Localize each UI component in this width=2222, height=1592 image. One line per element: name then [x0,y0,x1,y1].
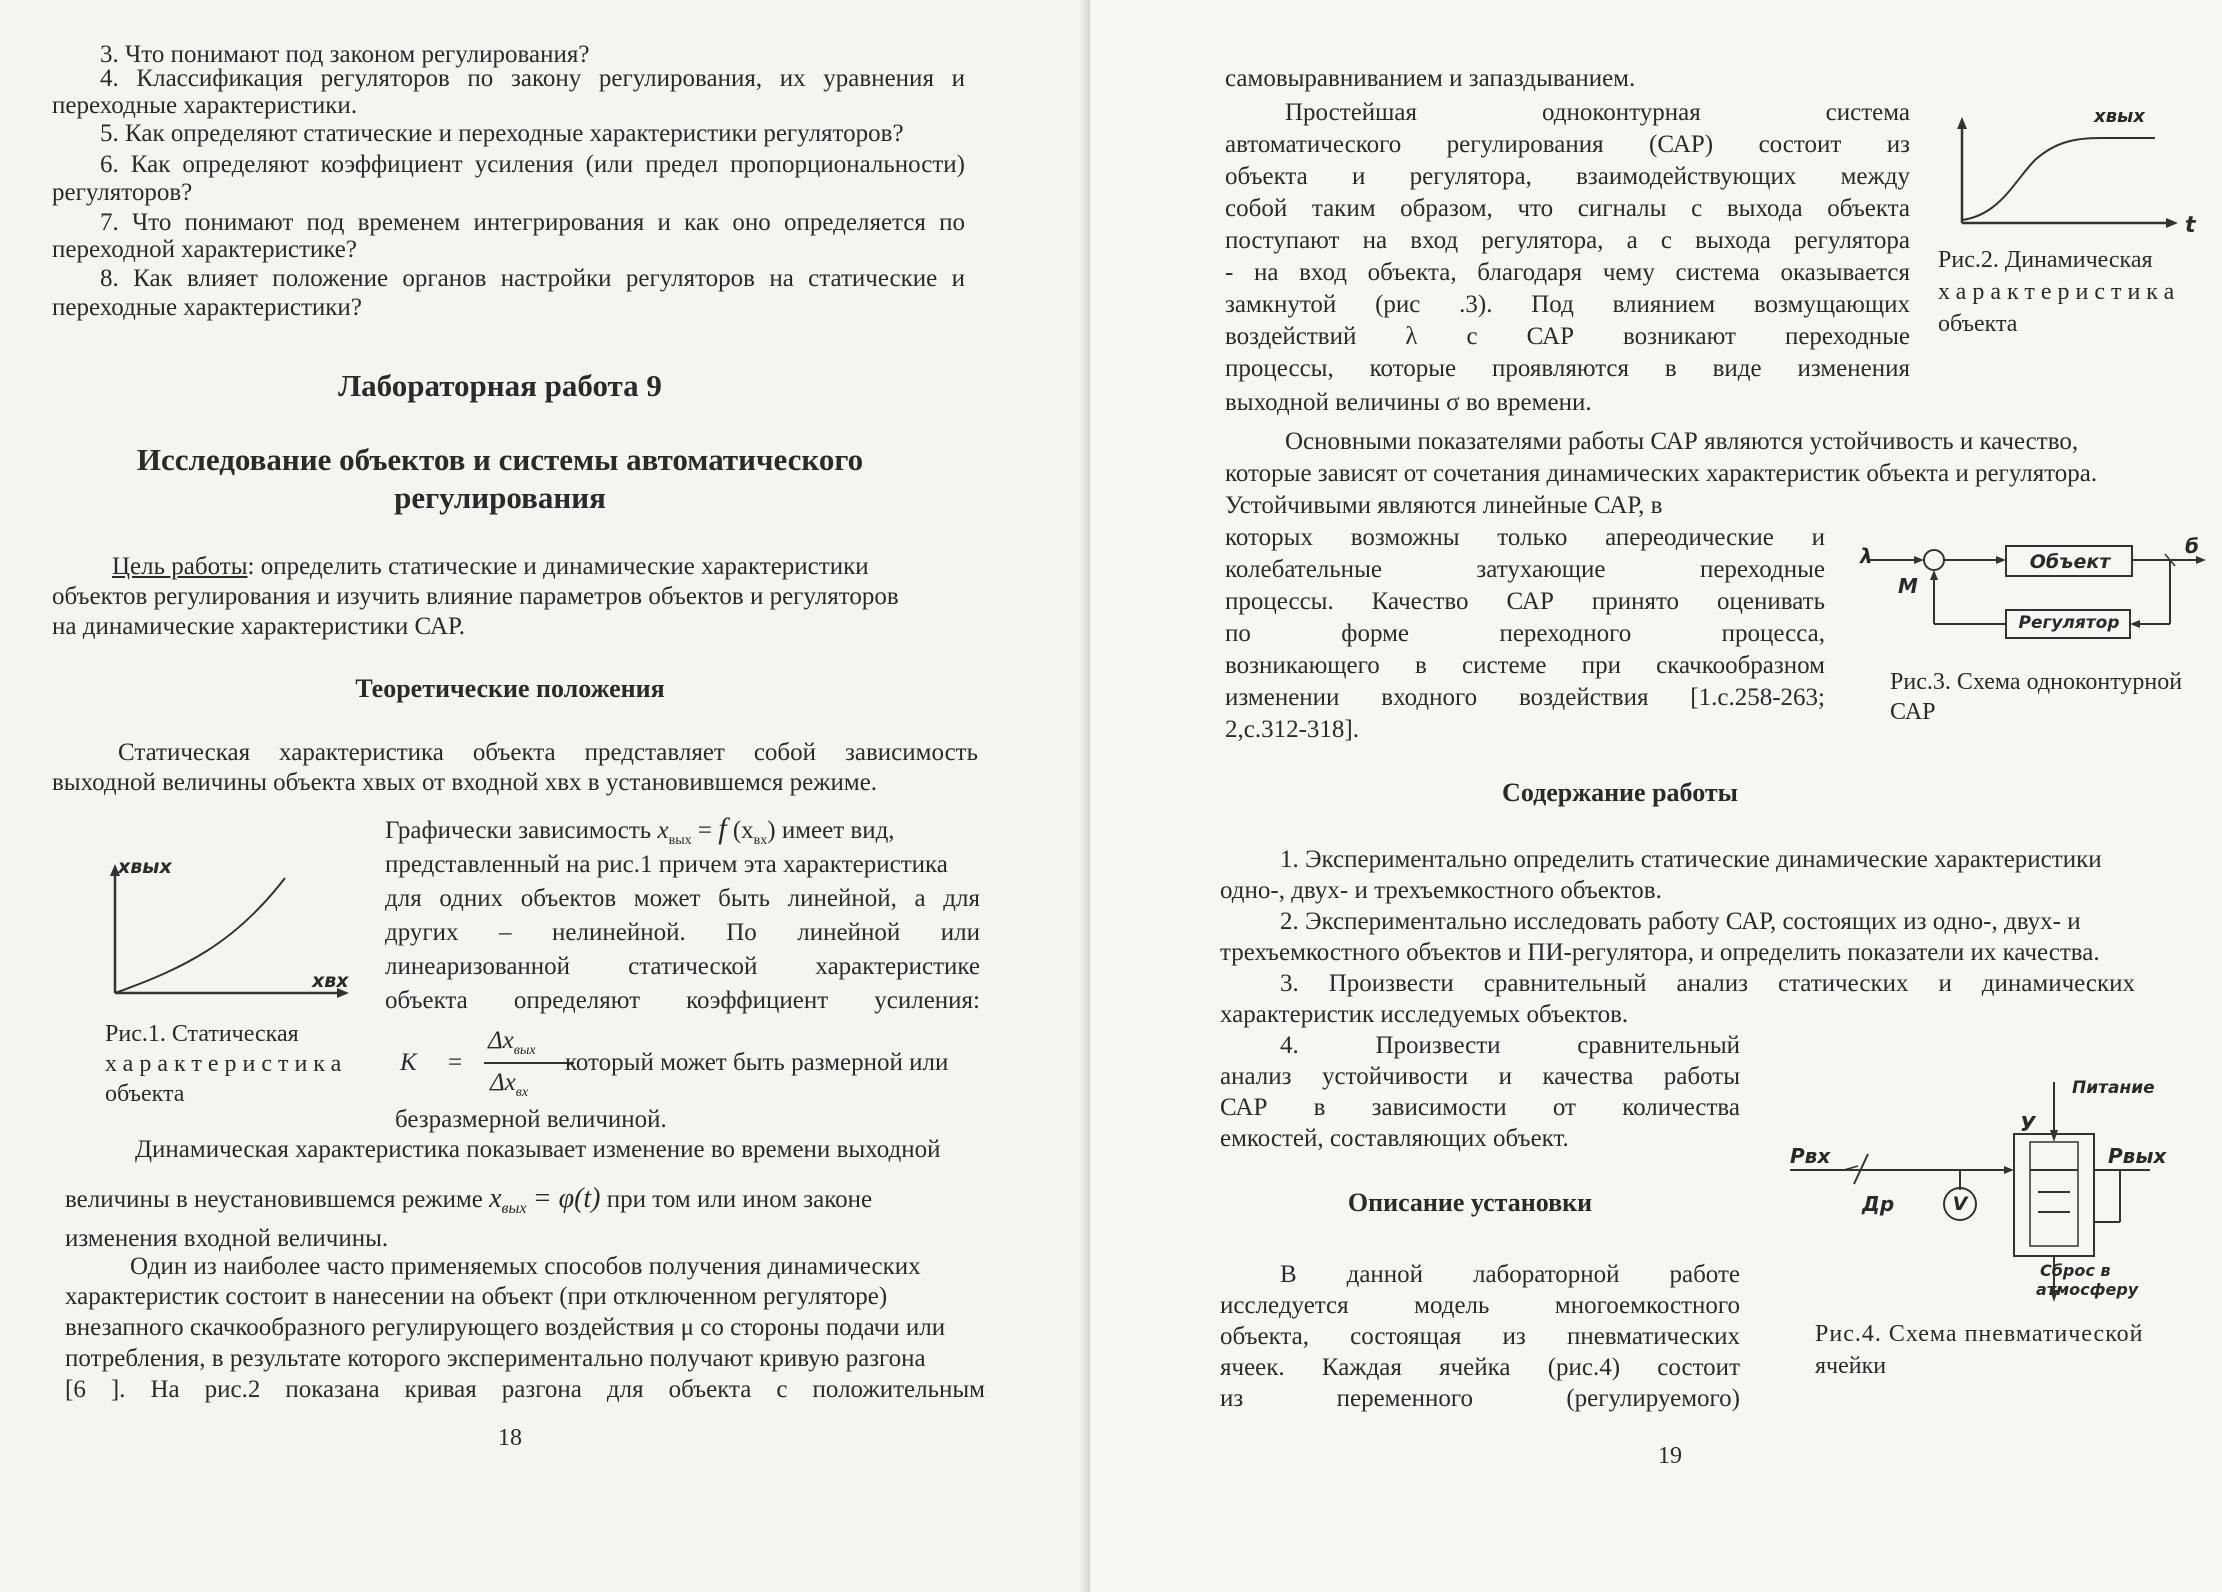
x-symbol: x [657,817,669,844]
content-item-4-line-4: емкостей, составляющих объект. [1220,1125,1569,1152]
question-8-line-1: 8. Как влияет положение органов настройки регуляторов на статические и [100,265,965,292]
right-para-1-line-2: автоматического регулирования (САР) состоит из [1225,131,1910,158]
fig1-x-label: xвх [312,970,349,992]
p3-text: величины в неустановившемся режиме [65,1186,483,1213]
fig3-to-regulator-arrow [2130,620,2140,628]
question-3: 3. Что понимают под законом регулирования? [100,41,590,68]
fig3-summing-junction [1924,550,1944,570]
lab-subtitle-line-1: Исследование объектов и системы автоматического [136,442,864,477]
setup-line-4: ячеек. Каждая ячейка (рис.4) состоит [1220,1354,1740,1381]
paragraph-4-line-2: характеристик состоит в нанесении на объект (при отключенном регуляторе) [65,1283,888,1310]
right-para-2-line-8: возникающего в системе при скачкообразном [1225,652,1825,679]
lab-subtitle-line-2: регулирования [394,480,606,515]
right-para-2-line-4: которых возможны только апереодические и [1225,524,1825,551]
paragraph-2-line-7: который может быть размерной или [565,1049,949,1076]
numerator-sub: вых [513,1043,536,1058]
right-line-1: самовыравниванием и запаздыванием. [1225,65,1636,92]
right-para-1-line-4: собой таким образом, что сигналы с выхода объекта [1225,195,1910,222]
denominator-sub: вх [515,1085,529,1100]
content-item-4-line-2: анализ устойчивости и качества работы [1220,1063,1740,1090]
right-para-1-line-9: процессы, которые проявляются в виде изменения [1225,355,1910,382]
fig4-supply-arrow [2050,1130,2058,1142]
right-para-2-line-9: изменении входного воздействия [1.с.258-263; [1225,684,1825,711]
formula-numerator [488,1024,536,1067]
formula-equals: = [448,1049,463,1076]
paragraph-1-line-2: выходной величины объекта хвых от входной хвх в установившемся режиме. [52,769,878,796]
fig1-caption-line-1: Рис.1. Статическая [105,1021,299,1047]
right-para-1-line-6: - на вход объекта, благодаря чему система оказывается [1225,259,1910,286]
f-symbol: f [718,812,727,845]
fig2-x-arrow [2166,218,2178,228]
p3-sub: вых [501,1200,527,1217]
question-4-line-2: переходные характеристики. [52,92,358,119]
fig4-caption-line-2: ячейки [1815,1353,1887,1379]
fig4-vent-label-1: Сброс в [2040,1261,2111,1280]
content-heading: Содержание работы [1502,778,1738,807]
setup-line-2: исследуется модель многоемкостного [1220,1292,1740,1319]
paragraph-2-line-5: линеаризованной статической характеристике [385,953,980,980]
paragraph-2-line-6: объекта определяют коэффициент усиления: [385,987,980,1014]
paragraph-4-line-3: внезапного скачкообразного регулирующего воздействия μ со стороны подачи или [65,1314,946,1341]
gain-formula [400,1024,980,1104]
question-8-line-2: переходные характеристики? [52,294,362,321]
fig4-cell-body [2014,1134,2094,1256]
right-para-1-line-8: воздействий λ с САР возникают переходные [1225,323,1910,350]
paragraph-3-line-1: Динамическая характеристика показывает изменение во времени выходной [135,1136,941,1163]
right-para-2-line-5: колебательные затухающие переходные [1225,556,1825,583]
content-item-3-line-1: 3. Произвести сравнительный анализ статических и динамических [1280,970,2135,997]
setup-line-5: из переменного (регулируемого) [1220,1385,1740,1412]
content-item-1-line-2: одно-, двух- и трехъемкостного объектов. [1220,877,1662,904]
fig2-y-arrow [1957,117,1967,129]
fig4-input-arrow [2004,1166,2014,1174]
fig1-caption-line-2: характеристика [105,1051,348,1077]
numerator-delta-x: Δx [488,1027,514,1054]
fig1-y-label: xвых [118,856,172,878]
right-para-1-line-1: Простейшая одноконтурная система [1285,99,1910,126]
fig1-curve [115,878,285,993]
formula-k: K [400,1049,417,1076]
p2-text: Графически зависимость [385,817,652,844]
p3-tail: при том или ином законе [606,1186,873,1213]
paragraph-3-line-3: изменения входной величины. [65,1225,389,1252]
fig3-regulator-label: Регулятор [2018,613,2120,633]
fig3-to-junction-arrow [1930,570,1938,580]
paragraph-4-line-1: Один из наиболее часто применяемых способов получения динамических [130,1253,921,1280]
question-4-line-1: 4. Классификация регуляторов по закону регулирования, их уравнения и [100,65,965,92]
fig4-cell-inner [2030,1142,2078,1246]
p3-x: x [489,1183,502,1214]
right-para-2-line-1: Основными показателями работы САР являются устойчивость и качество, [1285,428,2079,455]
fig3-sigma-label: б [2185,534,2199,558]
fig3-object-label: Объект [2029,551,2111,573]
fig2-caption-line-2: характеристика [1938,279,2181,305]
fig1-caption-line-3: объекта [105,1081,185,1107]
right-para-2-line-6: процессы. Качество САР принято оценивать [1225,588,1825,615]
content-item-3-line-2: характеристик исследуемых объектов. [1220,1001,1629,1028]
vyx-sub: вых [668,833,692,848]
fig3-mu-label: M [1898,574,1918,598]
fig3-lambda-label: λ [1860,544,1873,568]
fig2-caption-line-1: Рис.2. Динамическая [1938,247,2153,273]
x-open: (x [732,817,754,844]
fig4-pin-label: Рвх [1790,1144,1831,1168]
fig3-input-arrow [1914,556,1924,564]
lab-title: Лабораторная работа 9 [338,368,662,403]
fig3-caption-line-1: Рис.3. Схема одноконтурной [1890,669,2183,695]
p3-phi: = φ(t) [532,1183,601,1214]
question-7-line-2: переходной характеристике? [52,236,357,263]
p2-tail: ) имеет вид, [767,817,895,844]
paragraph-1-line-1: Статическая характеристика объекта представляет собой зависимость [118,739,978,766]
left-page [0,0,1090,1592]
paragraph-2-line-8: безразмерной величиной. [395,1106,667,1133]
fig3-caption-line-2: САР [1890,699,1936,725]
goal-line-1 [112,550,869,583]
theory-heading: Теоретические положения [355,674,665,703]
right-para-1-line-3: объекта и регулятора, взаимодействующих между [1225,163,1910,190]
question-6-line-2: регуляторов? [52,179,193,206]
content-item-4-line-1: 4. Произвести сравнительный [1280,1032,1740,1059]
right-para-2-line-2: которые зависят от сочетания динамических характеристик объекта и регулятора. [1225,460,2098,487]
fig4-y-label: У [2020,1112,2036,1136]
paragraph-3-line-2 [65,1182,872,1225]
fig2-caption-line-3: объекта [1938,311,2018,337]
right-page [1090,0,2222,1592]
fig4-supply-label: Питание [2072,1078,2155,1098]
right-para-2-line-3: Устойчивыми являются линейные САР, в [1225,492,1663,519]
page-number-right: 19 [1658,1443,1682,1469]
setup-line-3: объекта, состоящая из пневматических [1220,1323,1740,1350]
content-item-1-line-1: 1. Экспериментально определить статические динамические характеристики [1280,846,2102,873]
denominator-delta-x: Δx [490,1069,516,1096]
content-item-2-line-2: трехъемкостного объектов и ПИ-регулятора, и определить показатели их качества. [1220,939,2100,966]
paragraph-2-line-2: представленный на рис.1 причем эта характеристика [385,851,948,878]
fig2-x-label: t [2185,213,2196,238]
content-item-4-line-3: САР в зависимости от количества [1220,1094,1740,1121]
paragraph-2-line-4: других – нелинейной. По линейной или [385,919,980,946]
paragraph-4-line-4: потребления, в результате которого экспериментально получают кривую разгона [65,1345,926,1372]
fig4-pout-label: Рвых [2108,1144,2167,1168]
fig2-curve [1962,138,2155,220]
fig4-throttle-label: Др [1862,1192,1895,1216]
fig2-y-label: xвых [2094,106,2145,127]
question-7-line-1: 7. Что понимают под временем интегрирования и как оно определяется по [100,209,965,236]
question-6-line-1: 6. Как определяют коэффициент усиления (или предел пропорциональности) [100,151,965,178]
right-para-2-line-10: 2,с.312-318]. [1225,716,1359,743]
goal-line-2: объектов регулирования и изучить влияние параметров объектов и регуляторов [52,583,899,610]
right-para-1-line-5: поступают на вход регулятора, а с выхода регулятора [1225,227,1910,254]
setup-line-1: В данной лабораторной работе [1280,1261,1740,1288]
vx-sub: вх [753,833,768,848]
setup-heading: Описание установки [1347,1188,1593,1217]
equals-sign: = [697,817,712,844]
fig4-caption-line-1: Рис.4. Схема пневматической [1815,1321,2144,1347]
right-para-1-line-10: выходной величины σ во времени. [1225,389,1592,416]
fig3-to-object-arrow [1996,556,2006,564]
paragraph-4-line-5: [6 ]. На рис.2 показана кривая разгона для объекта с положительным [65,1376,985,1403]
right-para-2-line-7: по форме переходного процесса, [1225,620,1825,647]
right-para-1-line-7: замкнутой (рис .3). Под влиянием возмущающих [1225,291,1910,318]
content-item-2-line-1: 2. Экспериментально исследовать работу САР, состоящих из одно-, двух- и [1280,908,2081,935]
goal-text-1: : определить статические и динамические характеристики [247,553,869,580]
fig4-gauge-label: V [1952,1193,1968,1215]
goal-label: Цель работы [112,553,248,580]
goal-line-3: на динамические характеристики САР. [52,613,466,640]
fig4-vent-label-2: атмосферу [2036,1280,2139,1299]
paragraph-2-line-3: для одних объектов может быть линейной, а для [385,885,980,912]
fraction-bar [484,1062,574,1064]
page-number-left: 18 [498,1425,522,1451]
question-5: 5. Как определяют статические и переходные характеристики регуляторов? [100,120,904,147]
